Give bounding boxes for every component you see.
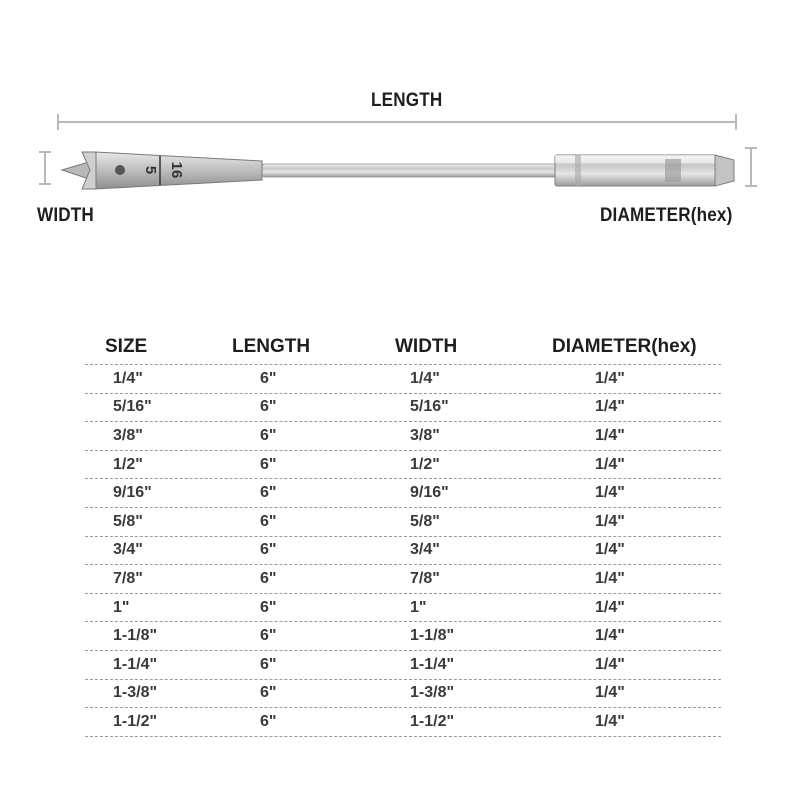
table-row	[85, 422, 721, 451]
cell-diameter: 1/4"	[595, 569, 625, 587]
cell-size: 1-3/8"	[113, 684, 158, 702]
length-dimension-line	[58, 114, 736, 130]
cell-width: 1/4"	[410, 369, 440, 387]
bit-marking-numerator: 5	[142, 165, 159, 175]
hex-shank	[555, 155, 734, 186]
cell-length: 6"	[260, 712, 277, 730]
cell-diameter: 1/4"	[595, 484, 625, 502]
cell-diameter: 1/4"	[595, 541, 625, 559]
header-width: WIDTH	[395, 336, 458, 357]
cell-width: 1-1/2"	[410, 712, 455, 730]
table-row	[85, 594, 721, 623]
cell-size: 1/2"	[113, 455, 143, 473]
diameter-dimension-bracket	[745, 148, 757, 186]
cell-length: 6"	[260, 512, 277, 530]
cell-width: 1"	[410, 598, 427, 616]
cell-diameter: 1/4"	[595, 369, 625, 387]
cell-width: 9/16"	[410, 484, 449, 502]
cell-width: 1-1/4"	[410, 655, 455, 673]
table-row	[85, 537, 721, 566]
header-size: SIZE	[105, 336, 148, 357]
cell-size: 1-1/2"	[113, 712, 158, 730]
width-label: WIDTH	[37, 205, 94, 226]
table-body	[85, 365, 721, 737]
table-row	[85, 394, 721, 423]
cell-diameter: 1/4"	[595, 512, 625, 530]
cell-size: 1"	[113, 598, 130, 616]
cell-length: 6"	[260, 627, 277, 645]
table-row	[85, 451, 721, 480]
cell-length: 6"	[260, 684, 277, 702]
cell-diameter: 1/4"	[595, 684, 625, 702]
cell-diameter: 1/4"	[595, 455, 625, 473]
header-diameter: DIAMETER(hex)	[552, 336, 697, 357]
cell-width: 1-1/8"	[410, 627, 455, 645]
length-label: LENGTH	[371, 90, 443, 111]
cell-size: 5/16"	[113, 398, 152, 416]
table-row	[85, 708, 721, 737]
table-row	[85, 508, 721, 537]
cell-length: 6"	[260, 369, 277, 387]
table-row	[85, 365, 721, 394]
table-row	[85, 680, 721, 709]
cell-length: 6"	[260, 484, 277, 502]
cell-diameter: 1/4"	[595, 598, 625, 616]
cell-diameter: 1/4"	[595, 655, 625, 673]
cell-diameter: 1/4"	[595, 398, 625, 416]
cell-length: 6"	[260, 655, 277, 673]
bit-shaft	[262, 164, 558, 177]
cell-size: 3/8"	[113, 426, 143, 444]
table-row	[85, 622, 721, 651]
cell-diameter: 1/4"	[595, 712, 625, 730]
cell-width: 5/8"	[410, 512, 440, 530]
cell-width: 3/4"	[410, 541, 440, 559]
cell-length: 6"	[260, 598, 277, 616]
width-dimension-bracket	[39, 152, 51, 184]
bit-marking-denominator: 16	[168, 161, 185, 179]
header-length: LENGTH	[232, 336, 311, 357]
cell-length: 6"	[260, 569, 277, 587]
cell-width: 1-3/8"	[410, 684, 455, 702]
table-row	[85, 651, 721, 680]
cell-size: 1/4"	[113, 369, 143, 387]
spec-table	[85, 330, 721, 737]
cell-size: 1-1/8"	[113, 627, 158, 645]
diameter-label: DIAMETER(hex)	[600, 205, 733, 226]
cell-diameter: 1/4"	[595, 627, 625, 645]
cell-length: 6"	[260, 455, 277, 473]
cell-width: 3/8"	[410, 426, 440, 444]
cell-length: 6"	[260, 398, 277, 416]
cell-size: 5/8"	[113, 512, 143, 530]
cell-size: 1-1/4"	[113, 655, 158, 673]
table-header-row	[85, 330, 721, 365]
cell-length: 6"	[260, 426, 277, 444]
cell-width: 7/8"	[410, 569, 440, 587]
drill-bit-diagram	[0, 0, 800, 260]
spade-blade	[62, 152, 262, 189]
cell-length: 6"	[260, 541, 277, 559]
cell-size: 3/4"	[113, 541, 143, 559]
cell-size: 9/16"	[113, 484, 152, 502]
table-row	[85, 479, 721, 508]
cell-width: 5/16"	[410, 398, 449, 416]
table-row	[85, 565, 721, 594]
cell-size: 7/8"	[113, 569, 143, 587]
cell-diameter: 1/4"	[595, 426, 625, 444]
cell-width: 1/2"	[410, 455, 440, 473]
